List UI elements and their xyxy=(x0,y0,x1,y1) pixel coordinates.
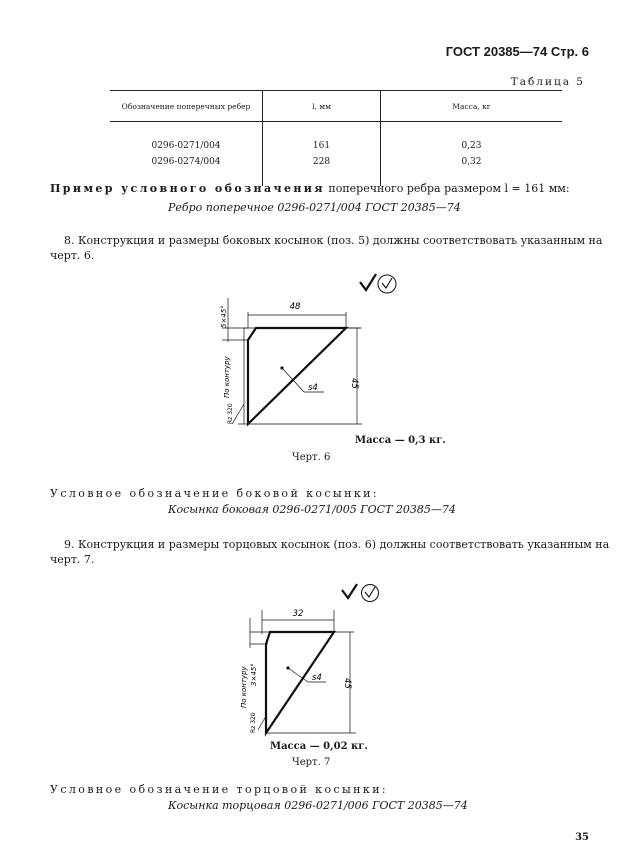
designation-7-lead: Условное обозначение торцовой косынки: xyxy=(50,783,389,796)
designation-7-value: Косынка торцовая 0296-0271/006 ГОСТ 20385—74 xyxy=(168,799,468,812)
cell-mass: 0,32 xyxy=(381,154,563,170)
fig7-caption: Черт. 7 xyxy=(292,757,331,768)
example-heading xyxy=(50,182,570,195)
cell-mass: 0,23 xyxy=(381,138,563,154)
para-8-line1: 8. Конструкция и размеры боковых косынок (поз. 5) должны соответствовать указанным на xyxy=(64,234,603,247)
para-8-line2: черт. 6. xyxy=(50,249,95,262)
table-row xyxy=(110,138,562,154)
fig6-chamfer: 5×45° xyxy=(220,305,228,328)
example-lead: Пример условного обозначения xyxy=(50,182,325,195)
cell-designation: 0296-0274/004 xyxy=(151,157,221,167)
fig6-dim-top: 48 xyxy=(289,302,301,312)
figure-7-drawing xyxy=(222,578,412,738)
fig7-dim-side: 45 xyxy=(342,678,352,689)
page-number: 35 xyxy=(575,832,589,843)
table-row xyxy=(110,154,562,170)
example-designation: Ребро поперечное 0296-0271/004 ГОСТ 20385—74 xyxy=(168,201,461,214)
fig7-dim-top: 32 xyxy=(292,609,304,619)
para-9-line1: 9. Конструкция и размеры торцовых косынок (поз. 6) должны соответствовать указанным на xyxy=(64,538,610,551)
col-header-mass: Масса, кг xyxy=(381,91,563,122)
fig7-chamfer: 3×45° xyxy=(250,663,258,686)
fig6-roughness: Rz 320 xyxy=(227,403,234,424)
cell-designation: 0296-0271/004 xyxy=(151,141,221,151)
table-label: Таблица 5 xyxy=(510,76,585,88)
cell-length: 228 xyxy=(263,154,381,170)
table-5 xyxy=(110,90,562,186)
fig6-mass: Масса — 0,3 кг. xyxy=(355,435,446,446)
fig6-dim-side: 45 xyxy=(349,378,359,389)
figure-6-drawing xyxy=(200,268,430,448)
cell-length: 161 xyxy=(263,138,381,154)
example-rest: поперечного ребра размером l = 161 мм: xyxy=(328,182,570,195)
fig7-thickness: s4 xyxy=(312,673,322,683)
designation-6-lead: Условное обозначение боковой косынки: xyxy=(50,487,379,500)
col-header-length: l, мм xyxy=(263,91,381,122)
fig6-contour: По контуру xyxy=(223,356,231,398)
fig6-caption: Черт. 6 xyxy=(292,452,331,463)
fig7-contour: По контуру xyxy=(240,666,248,708)
para-9-line2: черт. 7. xyxy=(50,553,95,566)
fig6-thickness: s4 xyxy=(308,383,318,393)
col-header-designation: Обозначение поперечных ребер xyxy=(110,91,263,122)
fig7-roughness: Rz 320 xyxy=(250,712,257,733)
page-header: ГОСТ 20385—74 Стр. 6 xyxy=(445,44,589,59)
designation-6-value: Косынка боковая 0296-0271/005 ГОСТ 20385—74 xyxy=(168,503,456,516)
fig7-mass: Масса — 0,02 кг. xyxy=(270,741,368,752)
